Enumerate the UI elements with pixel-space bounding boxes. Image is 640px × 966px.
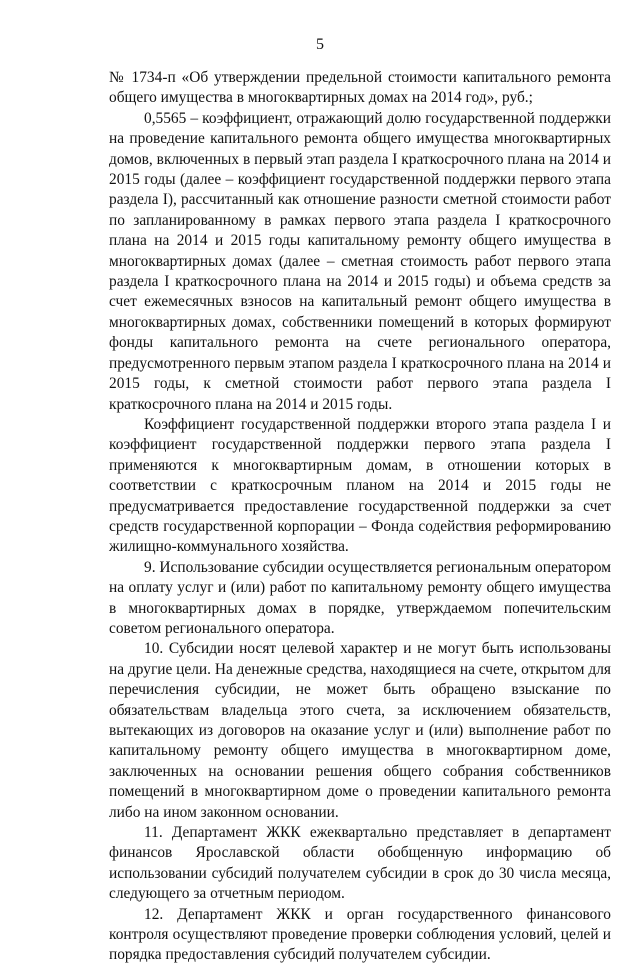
- paragraph-item-9: 9. Использование субсидии осуществляется региональным оператором на оплату услуг и (или) работ по капитальному ремонту общего имущества в многоквартирных домах в порядке, утверждаемом попечительским советом регионального оператора.: [109, 558, 611, 637]
- paragraph-item-12: 12. Департамент ЖКК и орган государственного финансового контроля осуществляют проведение проверки соблюдения условий, целей и порядка предоставления субсидий получателем субсидии.: [109, 905, 611, 964]
- paragraph-item-10: 10. Субсидии носят целевой характер и не могут быть использованы на другие цели. На денежные средства, находящиеся на счете, открытом для перечисления субсидии, не может быть обращено взыскание по обязательствам владельца этого счета, за исключением обязательств, вытекающих из договоров на оказание услуг и (или) выполнение работ по капитальному ремонту общего имущества в многоквартирном доме, заключенных на основании решения общего собрания собственников помещений в многоквартирном доме о проведении капитального ремонта либо на ином законном основании.: [109, 640, 611, 821]
- paragraph-continued-reference: № 1734-п «Об утверждении предельной стоимости капитального ремонта общего имущества в многоквартирных домах на 2014 год», руб.;: [109, 69, 611, 107]
- page-number: 5: [316, 36, 324, 53]
- document-body: [109, 68, 611, 966]
- paragraph-item-11: 11. Департамент ЖКК ежеквартально представляет в департамент финансов Ярославской области обобщенную информацию об использовании субсидий получателем субсидии в срок до 30 числа месяца, следующего за отчетным периодом.: [109, 824, 611, 903]
- paragraph-coefficient-definition: 0,5565 – коэффициент, отражающий долю государственной поддержки на проведение капитального ремонта общего имущества многоквартирных домов, включенных в первый этап раздела I краткосрочного плана на 2014 и 2015 годы (далее – коэффициент государственной поддержки первого этапа раздела I), рассчитанный как отношение разности сметной стоимости работ по запланированному в рамках первого этапа раздела I краткосрочного плана на 2014 и 2015 годы капитальному ремонту общего имущества в многоквартирных домах (далее – сметная стоимость работ первого этапа раздела I краткосрочного плана на 2014 и 2015 годы) и объема средств за счет ежемесячных взносов на капитальный ремонт общего имущества в многоквартирных домах, собственники помещений в которых формируют фонды капитального ремонта на счете регионального оператора, предусмотренного первым этапом раздела I краткосрочного плана на 2014 и 2015 годы, к сметной стоимости работ первого этапа раздела I краткосрочного плана на 2014 и 2015 годы.: [109, 109, 611, 413]
- paragraph-coefficient-application: Коэффициент государственной поддержки второго этапа раздела I и коэффициент государственной поддержки первого этапа раздела I применяются к многоквартирным домам, в отношении которых в соответствии с краткосрочным планом на 2014 и 2015 годы не предусматривается предоставление государственной поддержки за счет средств государственной корпорации – Фонда содействия реформированию жилищно-коммунального хозяйства.: [109, 415, 611, 556]
